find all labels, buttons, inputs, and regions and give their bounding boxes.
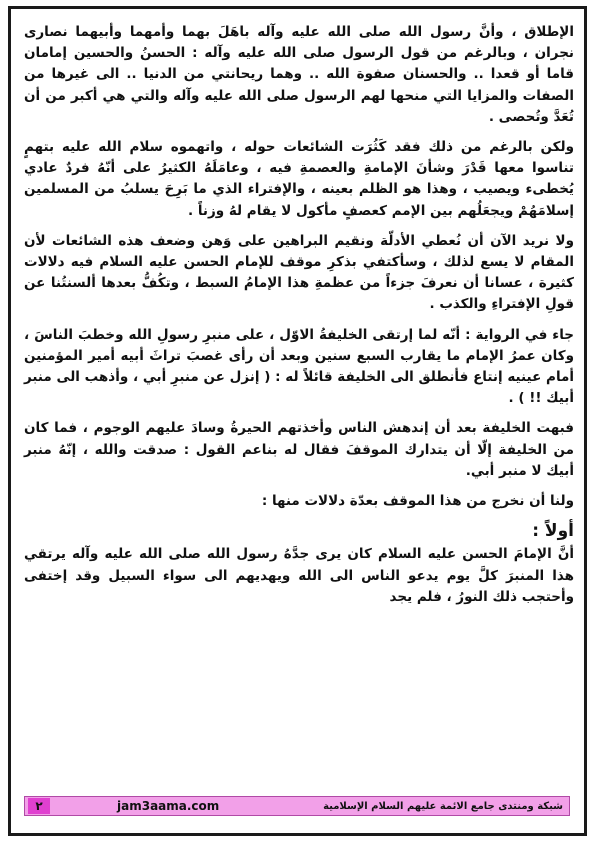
paragraph-2: ولكن بالرغم من ذلك فقد كَثُرَت الشائعات حوله ، واتهموه سلام الله عليه بتهمٍ تناسوا معها قَدْرَ وشأنَ الإمامةِ والعصمةِ فيه ، وعامَلَهُ الكثيرُ على أنّهُ فردٌ عادي يُخطىء ويصيب ، وهذا هو الظلم بعينه ، والإفتراء الذي ما بَرِحَ يسلبُ من المسلمين إسلامَهُمْ ويجعَلُهم بين الإمم كعصفٍ مأكول لا يقام لهُ وزناً . <box>24 139 574 219</box>
page-number: ٢ <box>28 798 50 814</box>
paragraph-7: أنَّ الإمامَ الحسن عليه السلام كان يرى جدَّهُ رسول الله صلى الله عليه وآله يرتقي هذا المنبرَ كلَّ يوم يدعو الناس الى الله ويهديهم الى سواء السبيل وقد إختفى وأحتجب ذلك النورُ ، فلم يجد <box>24 546 574 605</box>
paragraph-1: الإطلاق ، وأنَّ رسول الله صلى الله عليه وآله باهَلَ بهما وأمهما وأبيهما نصارى نجران ، وبالرغم من قول الرسول صلى الله عليه وآله : الحسنُ والحسين إمامان قاما أو قعدا .. والحسنان صفوة الله .. وهما ريحانتي من الدنيا .. الى غيرها من الصفات والمزايا التي منحها لهم الرسول صلى الله عليه وآله والتي هي أكبر من أن تُعَدَّ وتُحصى . <box>24 24 574 125</box>
document-body <box>24 22 574 617</box>
footer-site-link[interactable]: jam3aama.com <box>117 799 220 813</box>
paragraph-4: جاء في الرواية : أنّه لما إرتقى الخليفةُ الاوّل ، على منبرِ رسولِ الله وخطبَ الناسَ ، وكان عمرُ الإمام ما يقارب السبع سنين وبعد أن رأى غصبَ تراثَ أبيه أمير المؤمنين أمام عينيه إنتاع فأنطلق الى الخليفة قائلاً له : ( إنزل عن منبرِ أبي ، وأذهب الى منبر أبيك !! ) . <box>24 326 574 407</box>
paragraph-5: فبهت الخليفة بعد أن إندهش الناس وأخذتهم الحيرةُ وسادَ عليهم الوجوم ، فما كان من الخليفة إلّا أن يتدارك الموقفَ فقال له بناعم القول : صدقت والله ، إنّهُ منبر أبيك لا منبر أبي. <box>24 420 574 479</box>
page-footer <box>24 796 570 816</box>
section-heading: أولاً : <box>532 521 574 542</box>
paragraph-3: ولا نريد الآن أن نُعطي الأدلّة ونقيم البراهين على وَهن وضعف هذه الشائعات لأن المقام لا يسع لذلك ، وسأكتفي بذكرِ موقف للإمام الحسن عليه السلام فيه دلالات كثيرة ، عسانا أن نعرفَ جزءاً من عظمةِ هذا الإمامُ السبط ، وتكُفُّ بعدها ألسنتُنا عن قولِ الإفتراءِ والكذب . <box>24 232 574 313</box>
footer-title: شبكة ومنتدى جامع الائمة عليهم السلام الإسلامية <box>323 801 563 812</box>
paragraph-6: ولنا أن نخرج من هذا الموقف بعدّة دلالات منها : <box>261 493 574 510</box>
